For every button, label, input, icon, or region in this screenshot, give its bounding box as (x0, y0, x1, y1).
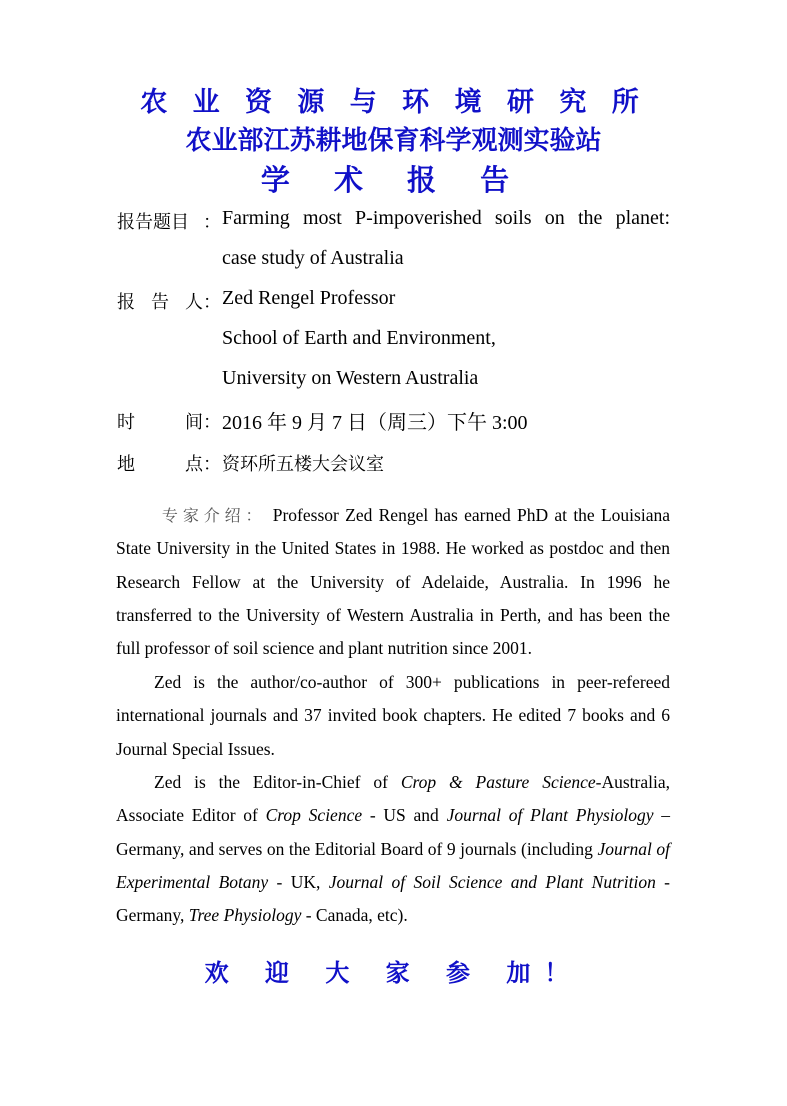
topic-label-colon: ： (203, 212, 221, 233)
speaker-name: Zed Rengel Professor (222, 287, 396, 309)
time-value: 2016 年 9 月 7 日（周三）下午 3:00 (222, 412, 528, 434)
topic-line-2: case study of Australia (222, 247, 404, 269)
time-label-char: 时 (117, 412, 135, 433)
speaker-university: University on Western Australia (222, 367, 479, 389)
topic-label (117, 208, 221, 234)
speaker-label-char-3: 人： (185, 292, 221, 313)
topic-label-text: 报告题目 (117, 212, 189, 233)
p3-text-g: – Germany, and serves on the Editorial Board of 9 journals (including (116, 805, 671, 859)
speaker-label-char-1: 报 (117, 292, 135, 313)
journal-experimental-botany: Journal of Experimental Botany (116, 838, 670, 892)
welcome-message: 欢 迎 大 家 参 加！ (204, 958, 583, 987)
intro-paragraph-3 (116, 766, 670, 932)
place-value: 资环所五楼大会议室 (222, 454, 384, 475)
time-label-char-2: 间： (185, 412, 221, 433)
speaker-school: School of Earth and Environment, (222, 327, 496, 349)
place-label-char: 地 (117, 454, 135, 475)
p3-text-k: - Germany, (116, 871, 670, 926)
institute-title: 农 业 资 源 与 环 境 研 究 所 (140, 87, 647, 118)
intro-text-2: Zed is the author/co-author of 300+ publications in peer-refereed international journals and 37 invited book chapters. He edited 7 books and 6 Journal Special Issues. (116, 672, 670, 759)
journal-crop-science: Crop Science (265, 805, 363, 826)
intro-text-1: Professor Zed Rengel has earned PhD at the Louisiana State University in the United States in 1988. He worked as postdoc and then Research Fellow at the University of Adelaide, Australia. In 1996 he transferred to the University of Western Australia in Perth, and has been the full professor of soil science and plant nutrition since 2001. (116, 505, 670, 659)
journal-tree-physiology: Tree Physiology (188, 905, 302, 926)
p3-text-a: Zed is the Editor-in-Chief of (154, 772, 401, 792)
speaker-label-char-2: 告 (151, 292, 169, 313)
journal-soil-science: Journal of Soil Science and Plant Nutrition (328, 871, 656, 892)
place-label (117, 450, 221, 476)
p3-text-i: - UK, (268, 871, 329, 892)
report-title: 学 术 报 告 (260, 163, 527, 197)
topic-line-1: Farming most P-impoverished soils on the planet: (222, 207, 670, 229)
intro-label: 专家介绍： (160, 506, 267, 525)
p3-text-e: - US and (362, 805, 447, 826)
speaker-label (117, 288, 221, 314)
place-label-char-2: 点： (185, 454, 221, 475)
p3-text-m: - Canada, etc). (301, 905, 408, 926)
time-label (117, 408, 221, 434)
intro-paragraph-1 (116, 499, 670, 665)
journal-crop-pasture: Crop & Pasture Science (400, 772, 596, 792)
intro-paragraph-2 (116, 666, 670, 766)
journal-plant-physiology: Journal of Plant Physiology (446, 805, 654, 826)
station-title: 农业部江苏耕地保育科学观测实验站 (185, 126, 602, 156)
p3-text-c: -Australia, Associate Editor of (116, 772, 670, 826)
